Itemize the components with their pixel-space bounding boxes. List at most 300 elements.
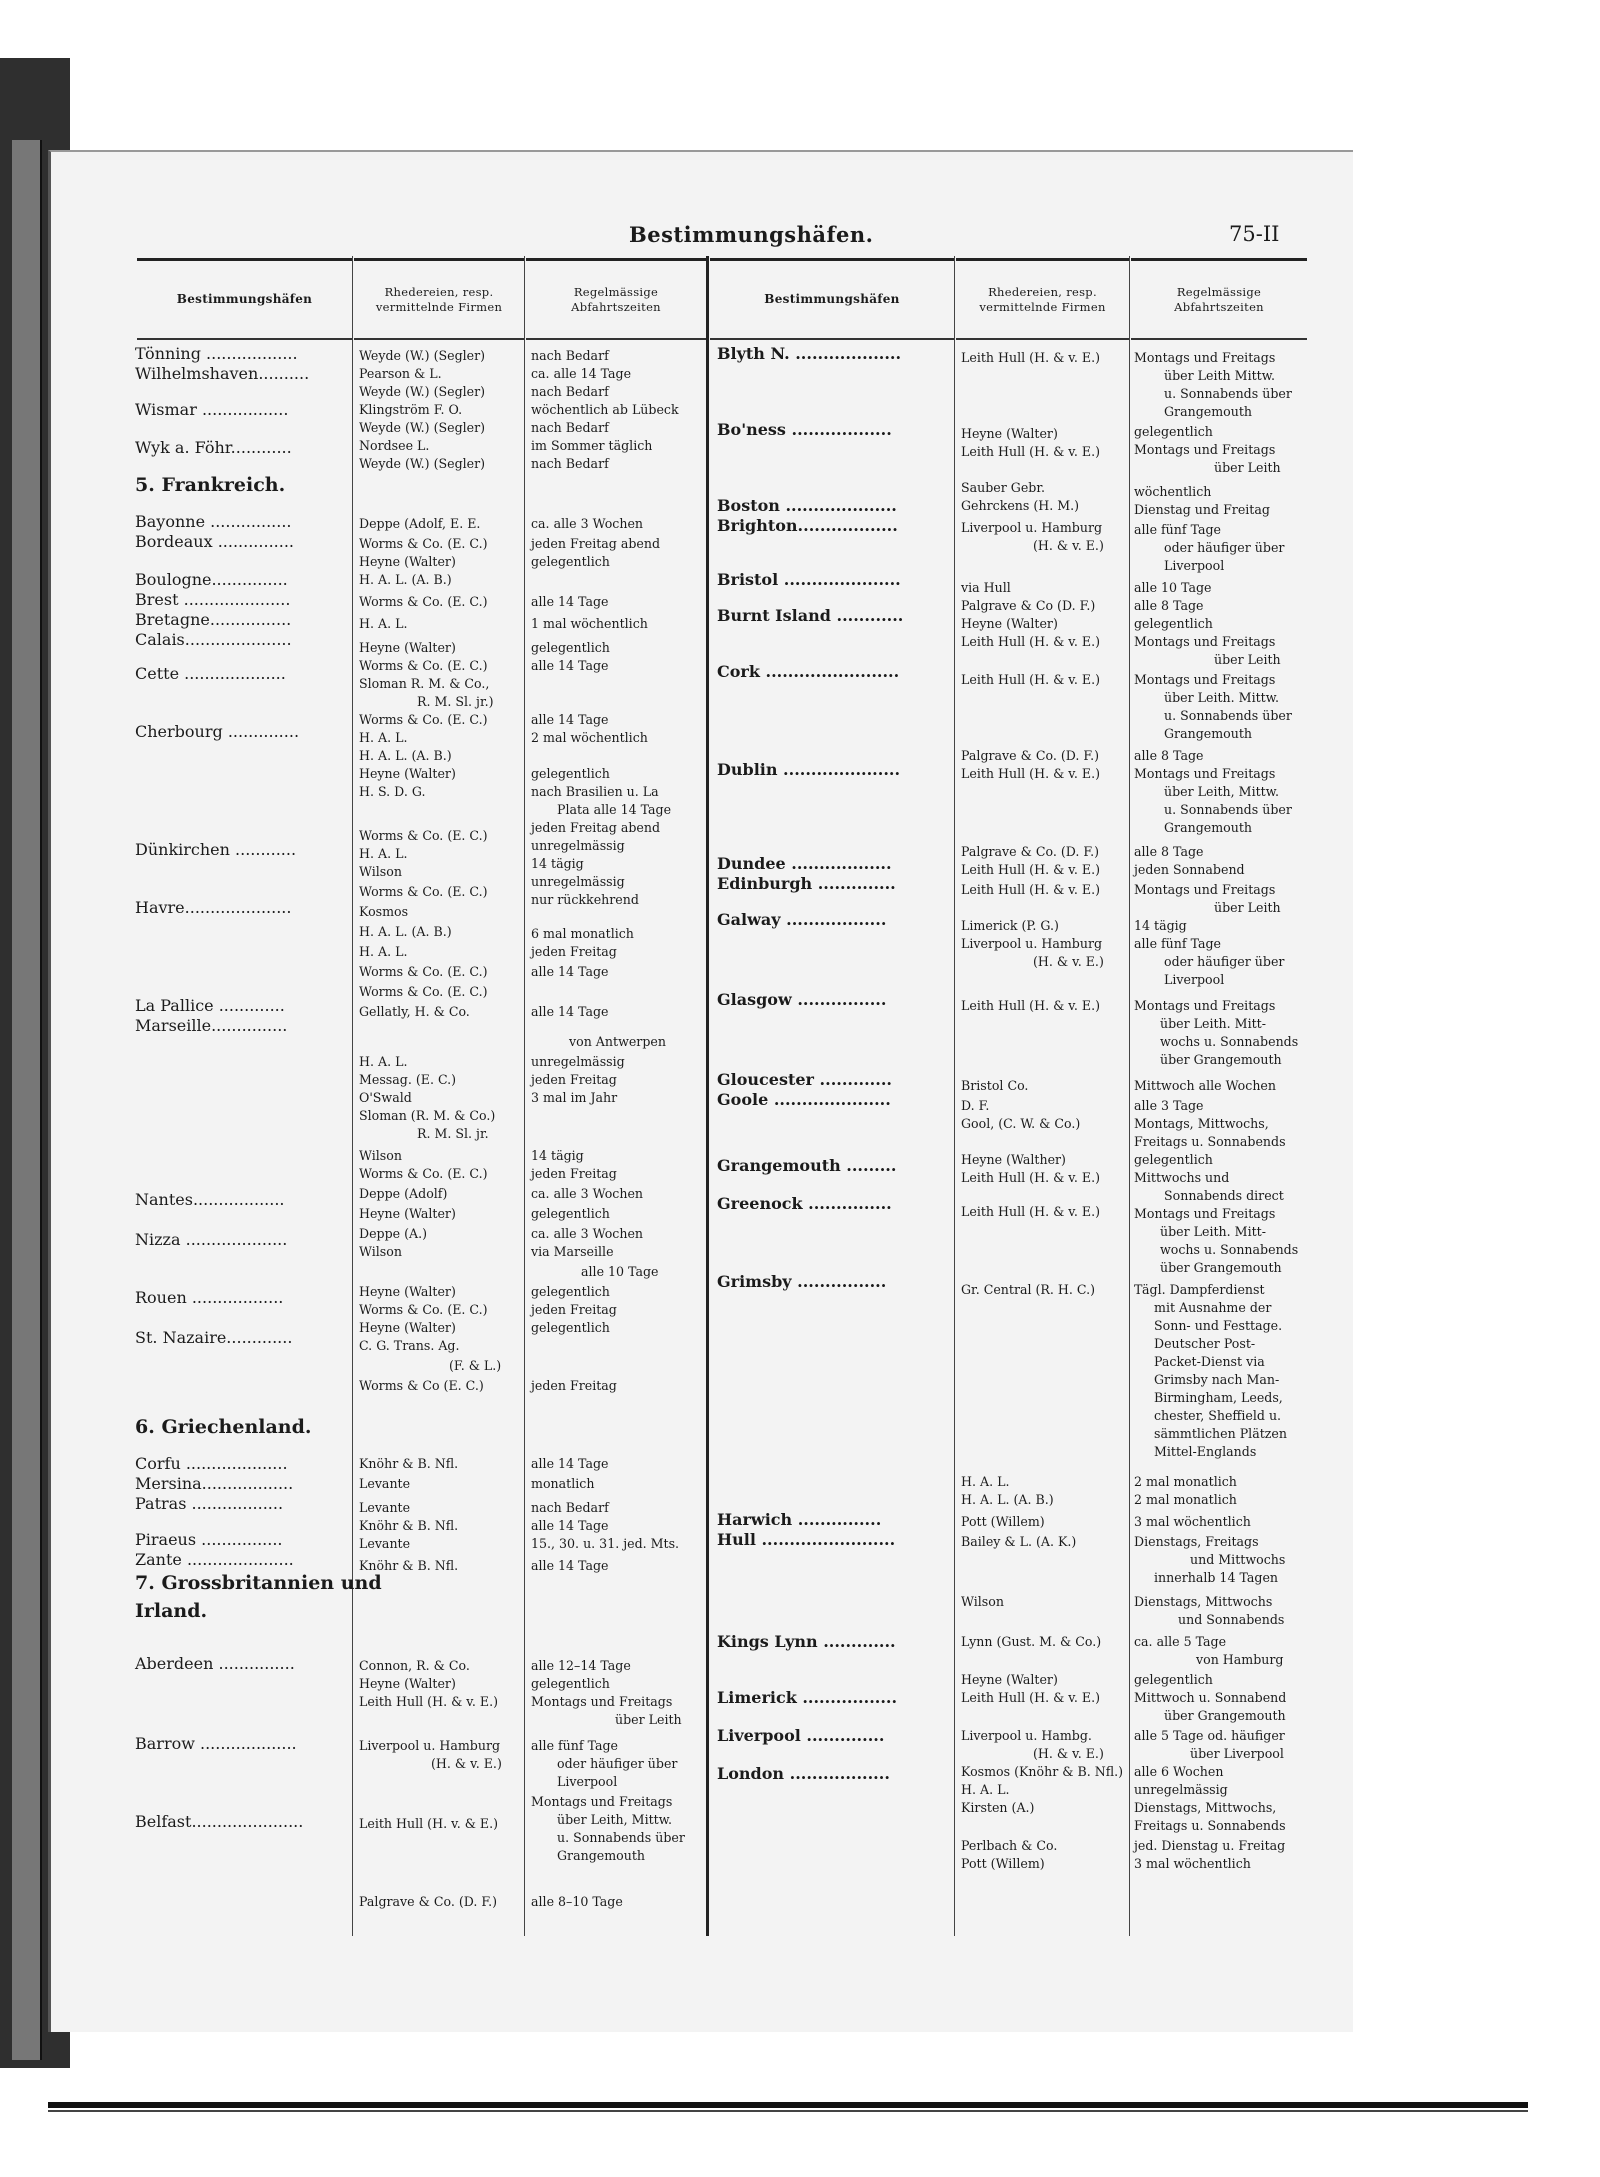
departure-schedule: Montags und Freitags <box>531 1694 673 1709</box>
port-name: Calais..................... <box>135 630 292 649</box>
shipping-firm: Nordsee L. <box>359 438 430 453</box>
port-name: Tönning .................. <box>135 344 298 363</box>
port-name: Dundee .................. <box>717 854 892 873</box>
document-page <box>48 150 1353 2032</box>
departure-schedule: alle 14 Tage <box>531 1558 609 1573</box>
shipping-firm: Kirsten (A.) <box>961 1800 1035 1815</box>
departure-schedule: im Sommer täglich <box>531 438 653 453</box>
departure-schedule: ca. alle 5 Tage <box>1134 1634 1227 1649</box>
shipping-firm: Heyne (Walter) <box>359 1320 456 1335</box>
shipping-firm: Heyne (Walter) <box>359 640 456 655</box>
shipping-firm: Heyne (Walter) <box>359 1284 456 1299</box>
shipping-firm: H. A. L. <box>961 1474 1010 1489</box>
port-name: Mersina.................. <box>135 1474 294 1493</box>
departure-schedule: Montags und Freitags <box>1134 998 1276 1013</box>
column-divider <box>1129 256 1130 1936</box>
shipping-firm: Leith Hull (H. & v. E.) <box>961 882 1101 897</box>
port-name: Grangemouth ......... <box>717 1156 897 1175</box>
shipping-firm: Worms & Co. (E. C.) <box>359 536 488 551</box>
departure-schedule: von Hamburg <box>1196 1652 1284 1667</box>
shipping-firm: Liverpool u. Hamburg <box>359 1738 501 1753</box>
departure-schedule: 14 tägig <box>531 856 584 871</box>
port-name: Zante ..................... <box>135 1550 294 1569</box>
shipping-firm: Limerick (P. G.) <box>961 918 1059 933</box>
shipping-firm: via Hull <box>961 580 1011 595</box>
departure-schedule: über Leith <box>1214 900 1281 915</box>
shipping-firm: Gellatly, H. & Co. <box>359 1004 470 1019</box>
port-name: Grimsby ................ <box>717 1272 887 1291</box>
departure-schedule: alle 14 Tage <box>531 1004 609 1019</box>
departure-schedule: über Grangemouth <box>1160 1052 1282 1067</box>
port-name: Dublin ..................... <box>717 760 901 779</box>
departure-schedule: unregelmässig <box>531 874 625 889</box>
departure-schedule: u. Sonnabends über <box>1164 386 1292 401</box>
port-name: Hull ........................ <box>717 1530 896 1549</box>
departure-schedule: über Leith, Mittw. <box>557 1812 673 1827</box>
shipping-firm: Deppe (Adolf, E. E. <box>359 516 481 531</box>
shipping-firm: Leith Hull (H. v. & E.) <box>359 1816 499 1831</box>
departure-schedule: 2 mal wöchentlich <box>531 730 648 745</box>
departure-schedule: jeden Freitag abend <box>531 536 661 551</box>
departure-schedule: über Leith <box>1214 652 1281 667</box>
shipping-firm: Bailey & L. (A. K.) <box>961 1534 1077 1549</box>
column-divider-main <box>706 256 709 1936</box>
port-name: Brest ..................... <box>135 590 291 609</box>
departure-schedule: gelegentlich <box>531 640 610 655</box>
shipping-firm: Heyne (Walther) <box>961 1152 1066 1167</box>
departure-schedule: 2 mal monatlich <box>1134 1474 1237 1489</box>
shipping-firm: Sauber Gebr. <box>961 480 1045 495</box>
port-name: Cork ........................ <box>717 662 900 681</box>
port-name: Dünkirchen ............ <box>135 840 297 859</box>
port-name: Piraeus ................ <box>135 1530 283 1549</box>
departure-schedule: wöchentlich ab Lübeck <box>531 402 679 417</box>
departure-schedule: Montags und Freitags <box>1134 634 1276 649</box>
departure-schedule: über Grangemouth <box>1160 1260 1282 1275</box>
departure-schedule: alle 14 Tage <box>531 964 609 979</box>
departure-schedule: jeden Freitag <box>531 1378 617 1393</box>
departure-schedule: monatlich <box>531 1476 595 1491</box>
departure-schedule: alle fünf Tage <box>1134 522 1222 537</box>
departure-schedule: über Grangemouth <box>1164 1708 1286 1723</box>
shipping-firm: Levante <box>359 1476 411 1491</box>
departure-schedule: über Liverpool <box>1190 1746 1284 1761</box>
shipping-firm: Levante <box>359 1536 411 1551</box>
departure-schedule: nach Brasilien u. La <box>531 784 659 799</box>
departure-schedule: Grangemouth <box>1164 404 1253 419</box>
shipping-firm: H. A. L. <box>359 944 408 959</box>
departure-schedule: jeden Freitag <box>531 1072 617 1087</box>
departure-schedule: alle 8 Tage <box>1134 748 1204 763</box>
port-name: Blyth N. ................... <box>717 344 902 363</box>
right-ports-header: Bestimmungshäfen <box>710 258 954 340</box>
departure-schedule: Grangemouth <box>1164 820 1253 835</box>
shipping-firm: Gr. Central (R. H. C.) <box>961 1282 1096 1297</box>
port-name: Belfast...................... <box>135 1812 304 1831</box>
port-name: London .................. <box>717 1764 890 1783</box>
port-name: Brighton.................. <box>717 516 898 535</box>
departure-schedule: und Sonnabends <box>1178 1612 1285 1627</box>
shipping-firm: Deppe (A.) <box>359 1226 428 1241</box>
shipping-firm: D. F. <box>961 1098 990 1113</box>
shipping-firm: Kosmos <box>359 904 409 919</box>
departure-schedule: Birmingham, Leeds, <box>1154 1390 1283 1405</box>
column-divider <box>352 256 353 1936</box>
section-heading: 6. Griechenland. <box>135 1416 312 1438</box>
departure-schedule: alle 14 Tage <box>531 1518 609 1533</box>
departure-schedule: alle 10 Tage <box>1134 580 1212 595</box>
departure-schedule: jeden Freitag <box>531 1302 617 1317</box>
departure-schedule: und Mittwochs <box>1190 1552 1286 1567</box>
shipping-firm: (H. & v. E.) <box>431 1756 502 1771</box>
shipping-firm: R. M. Sl. jr. <box>417 1126 489 1141</box>
shipping-firm: Wilson <box>359 1244 402 1259</box>
departure-schedule: gelegentlich <box>531 1676 610 1691</box>
departure-schedule: unregelmässig <box>531 1054 625 1069</box>
departure-schedule: Sonn- und Festtage. <box>1154 1318 1283 1333</box>
shipping-firm: Leith Hull (H. & v. E.) <box>961 672 1101 687</box>
shipping-firm: Gehrckens (H. M.) <box>961 498 1080 513</box>
port-name: Boston .................... <box>717 496 897 515</box>
shipping-firm: Worms & Co. (E. C.) <box>359 1302 488 1317</box>
port-name: Nantes.................. <box>135 1190 285 1209</box>
departure-schedule: chester, Sheffield u. <box>1154 1408 1282 1423</box>
shipping-firm: Pott (Willem) <box>961 1514 1045 1529</box>
departure-schedule: jeden Freitag abend <box>531 820 661 835</box>
departure-schedule: Montags und Freitags <box>1134 1206 1276 1221</box>
departure-schedule: Grimsby nach Man- <box>1154 1372 1280 1387</box>
departure-schedule: Montags und Freitags <box>1134 672 1276 687</box>
shipping-firm: Knöhr & B. Nfl. <box>359 1456 459 1471</box>
shipping-firm: Lynn (Gust. M. & Co.) <box>961 1634 1102 1649</box>
shipping-firm: Worms & Co. (E. C.) <box>359 828 488 843</box>
shipping-firm: Heyne (Walter) <box>359 1206 456 1221</box>
shipping-firm: Liverpool u. Hambg. <box>961 1728 1092 1743</box>
departure-schedule: nur rückkehrend <box>531 892 639 907</box>
shipping-firm: R. M. Sl. jr.) <box>417 694 494 709</box>
departure-schedule: Montags und Freitags <box>1134 442 1276 457</box>
left-firms-header: Rhedereien, resp. vermittelnde Firmen <box>354 258 524 340</box>
shipping-firm: Worms & Co. (E. C.) <box>359 964 488 979</box>
departure-schedule: ca. alle 14 Tage <box>531 366 632 381</box>
page-number: 75-II <box>1229 222 1280 246</box>
departure-schedule: jeden Freitag <box>531 1166 617 1181</box>
departure-schedule: von Antwerpen <box>569 1034 666 1049</box>
departure-schedule: oder häufiger über <box>557 1756 678 1771</box>
shipping-firm: Weyde (W.) (Segler) <box>359 384 486 399</box>
port-name: Havre..................... <box>135 898 292 917</box>
departure-schedule: Montags und Freitags <box>1134 350 1276 365</box>
shipping-firm: Kosmos (Knöhr & B. Nfl.) <box>961 1764 1124 1779</box>
section-heading: Irland. <box>135 1600 208 1622</box>
departure-schedule: Mittwoch alle Wochen <box>1134 1078 1276 1093</box>
port-name: St. Nazaire............. <box>135 1328 293 1347</box>
departure-schedule: wochs u. Sonnabends <box>1160 1034 1299 1049</box>
shipping-firm: H. A. L. <box>359 730 408 745</box>
departure-schedule: alle 8 Tage <box>1134 844 1204 859</box>
shipping-firm: H. A. L. <box>359 846 408 861</box>
departure-schedule: über Leith Mittw. <box>1164 368 1276 383</box>
departure-schedule: gelegentlich <box>531 554 610 569</box>
departure-schedule: Plata alle 14 Tage <box>557 802 672 817</box>
shipping-firm: (F. & L.) <box>449 1358 502 1373</box>
port-name: Bayonne ................ <box>135 512 292 531</box>
port-name: Liverpool .............. <box>717 1726 885 1745</box>
departure-schedule: 6 mal monatlich <box>531 926 634 941</box>
departure-schedule: 1 mal wöchentlich <box>531 616 648 631</box>
shipping-firm: Leith Hull (H. & v. E.) <box>961 862 1101 877</box>
departure-schedule: 3 mal wöchentlich <box>1134 1856 1251 1871</box>
departure-schedule: 15., 30. u. 31. jed. Mts. <box>531 1536 680 1551</box>
shipping-firm: H. A. L. <box>961 1782 1010 1797</box>
departure-schedule: u. Sonnabends über <box>557 1830 685 1845</box>
left-ports-header: Bestimmungshäfen <box>137 258 352 340</box>
departure-schedule: gelegentlich <box>1134 616 1213 631</box>
departure-schedule: Dienstags, Freitags <box>1134 1534 1259 1549</box>
port-name: Goole ..................... <box>717 1090 891 1109</box>
shipping-firm: Weyde (W.) (Segler) <box>359 420 486 435</box>
departure-schedule: Dienstag und Freitag <box>1134 502 1270 517</box>
shipping-firm: Heyne (Walter) <box>359 554 456 569</box>
departure-schedule: ca. alle 3 Wochen <box>531 1226 644 1241</box>
departure-schedule: über Leith <box>615 1712 682 1727</box>
departure-schedule: alle 12–14 Tage <box>531 1658 631 1673</box>
departure-schedule: alle 14 Tage <box>531 658 609 673</box>
departure-schedule: jeden Sonnabend <box>1134 862 1245 877</box>
departure-schedule: alle 6 Wochen <box>1134 1764 1224 1779</box>
departure-schedule: alle fünf Tage <box>1134 936 1222 951</box>
shipping-firm: (H. & v. E.) <box>1033 954 1104 969</box>
departure-schedule: nach Bedarf <box>531 384 609 399</box>
shipping-firm: Leith Hull (H. & v. E.) <box>961 444 1101 459</box>
shipping-firm: O'Swald <box>359 1090 412 1105</box>
column-divider <box>954 256 955 1936</box>
shipping-firm: Knöhr & B. Nfl. <box>359 1518 459 1533</box>
port-name: Aberdeen ............... <box>135 1654 295 1673</box>
shipping-firm: Sloman R. M. & Co., <box>359 676 490 691</box>
departure-schedule: unregelmässig <box>1134 1782 1228 1797</box>
port-name: Bristol ..................... <box>717 570 901 589</box>
departure-schedule: Mittwochs und <box>1134 1170 1230 1185</box>
port-name: Nizza .................... <box>135 1230 288 1249</box>
departure-schedule: nach Bedarf <box>531 456 609 471</box>
departure-schedule: gelegentlich <box>531 1284 610 1299</box>
departure-schedule: alle 10 Tage <box>581 1264 659 1279</box>
port-name: Bo'ness .................. <box>717 420 892 439</box>
shipping-firm: Worms & Co. (E. C.) <box>359 984 488 999</box>
port-name: Greenock ............... <box>717 1194 892 1213</box>
scan-bottom-edge <box>48 2102 1528 2108</box>
departure-schedule: Grangemouth <box>1164 726 1253 741</box>
shipping-firm: Wilson <box>359 864 402 879</box>
departure-schedule: Liverpool <box>1164 972 1225 987</box>
port-name: Limerick ................. <box>717 1688 898 1707</box>
departure-schedule: gelegentlich <box>531 766 610 781</box>
departure-schedule: Montags und Freitags <box>1134 766 1276 781</box>
departure-schedule: gelegentlich <box>1134 424 1213 439</box>
shipping-firm: Weyde (W.) (Segler) <box>359 456 486 471</box>
port-name: Bordeaux ............... <box>135 532 294 551</box>
departure-schedule: alle 5 Tage od. häufiger <box>1134 1728 1285 1743</box>
shipping-firm: Palgrave & Co. (D. F.) <box>961 748 1100 763</box>
shipping-firm: Pott (Willem) <box>961 1856 1045 1871</box>
departure-schedule: Liverpool <box>1164 558 1225 573</box>
departure-schedule: mit Ausnahme der <box>1154 1300 1272 1315</box>
shipping-firm: Worms & Co. (E. C.) <box>359 884 488 899</box>
shipping-firm: H. A. L. <box>359 616 408 631</box>
shipping-firm: Levante <box>359 1500 411 1515</box>
shipping-firm: Palgrave & Co (D. F.) <box>961 598 1096 613</box>
port-name: Kings Lynn ............. <box>717 1632 896 1651</box>
departure-schedule: Montags, Mittwochs, <box>1134 1116 1269 1131</box>
scan-binding-edge <box>12 140 42 2060</box>
shipping-firm: Heyne (Walter) <box>961 1672 1058 1687</box>
shipping-firm: Worms & Co. (E. C.) <box>359 594 488 609</box>
port-name: Galway .................. <box>717 910 887 929</box>
shipping-firm: Worms & Co. (E. C.) <box>359 712 488 727</box>
departure-schedule: über Leith. Mittw. <box>1164 690 1280 705</box>
departure-schedule: 2 mal monatlich <box>1134 1492 1237 1507</box>
port-name: Cette .................... <box>135 664 286 683</box>
port-name: Boulogne............... <box>135 570 288 589</box>
column-divider <box>524 256 525 1936</box>
shipping-firm: Connon, R. & Co. <box>359 1658 470 1673</box>
shipping-firm: Leith Hull (H. & v. E.) <box>961 766 1101 781</box>
shipping-firm: H. A. L. <box>359 1054 408 1069</box>
shipping-firm: H. A. L. (A. B.) <box>961 1492 1054 1507</box>
shipping-firm: Messag. (E. C.) <box>359 1072 457 1087</box>
departure-schedule: 14 tägig <box>1134 918 1187 933</box>
section-heading: 5. Frankreich. <box>135 474 286 496</box>
departure-schedule: alle 3 Tage <box>1134 1098 1204 1113</box>
departure-schedule: Mittel-Englands <box>1154 1444 1257 1459</box>
departure-schedule: jed. Dienstag u. Freitag <box>1134 1838 1286 1853</box>
right-firms-header: Rhedereien, resp. vermittelnde Firmen <box>956 258 1129 340</box>
departure-schedule: u. Sonnabends über <box>1164 802 1292 817</box>
departure-schedule: nach Bedarf <box>531 1500 609 1515</box>
shipping-firm: C. G. Trans. Ag. <box>359 1338 460 1353</box>
departure-schedule: Dienstags, Mittwochs <box>1134 1594 1273 1609</box>
port-name: La Pallice ............. <box>135 996 285 1015</box>
departure-schedule: alle fünf Tage <box>531 1738 619 1753</box>
page-title: Bestimmungshäfen. <box>629 222 874 247</box>
departure-schedule: unregelmässig <box>531 838 625 853</box>
departure-schedule: alle 14 Tage <box>531 594 609 609</box>
shipping-firm: Liverpool u. Hamburg <box>961 520 1103 535</box>
shipping-firm: Worms & Co. (E. C.) <box>359 658 488 673</box>
port-name: Wyk a. Föhr............ <box>135 438 292 457</box>
port-name: Harwich ............... <box>717 1510 882 1529</box>
shipping-firm: Wilson <box>961 1594 1004 1609</box>
shipping-firm: H. S. D. G. <box>359 784 426 799</box>
port-name: Wismar ................. <box>135 400 289 419</box>
departure-schedule: nach Bedarf <box>531 420 609 435</box>
shipping-firm: Leith Hull (H. & v. E.) <box>359 1694 499 1709</box>
shipping-firm: Perlbach & Co. <box>961 1838 1058 1853</box>
departure-schedule: 3 mal im Jahr <box>531 1090 618 1105</box>
departure-schedule: alle 14 Tage <box>531 712 609 727</box>
departure-schedule: alle 8–10 Tage <box>531 1894 623 1909</box>
port-name: Patras .................. <box>135 1494 284 1513</box>
shipping-firm: H. A. L. (A. B.) <box>359 748 452 763</box>
departure-schedule: sämmtlichen Plätzen <box>1154 1426 1287 1441</box>
departure-schedule: über Leith, Mittw. <box>1164 784 1280 799</box>
departure-schedule: u. Sonnabends über <box>1164 708 1292 723</box>
port-name: Glasgow ................ <box>717 990 887 1009</box>
departure-schedule: oder häufiger über <box>1164 954 1285 969</box>
departure-schedule: über Leith. Mitt- <box>1160 1224 1266 1239</box>
departure-schedule: Grangemouth <box>557 1848 646 1863</box>
departure-schedule: ca. alle 3 Wochen <box>531 516 644 531</box>
shipping-firm: Heyne (Walter) <box>961 426 1058 441</box>
departure-schedule: ca. alle 3 Wochen <box>531 1186 644 1201</box>
shipping-firm: Leith Hull (H. & v. E.) <box>961 634 1101 649</box>
port-name: Corfu .................... <box>135 1454 288 1473</box>
departure-schedule: Freitags u. Sonnabends <box>1134 1134 1286 1149</box>
shipping-firm: Worms & Co. (E. C.) <box>359 1166 488 1181</box>
right-times-header: Regelmässige Abfahrtszeiten <box>1131 258 1307 340</box>
shipping-firm: Worms & Co (E. C.) <box>359 1378 484 1393</box>
departure-schedule: alle 14 Tage <box>531 1456 609 1471</box>
port-name: Cherbourg .............. <box>135 722 300 741</box>
port-name: Burnt Island ............ <box>717 606 904 625</box>
shipping-firm: Heyne (Walter) <box>359 1676 456 1691</box>
shipping-firm: (H. & v. E.) <box>1033 1746 1104 1761</box>
port-name: Rouen .................. <box>135 1288 284 1307</box>
departure-schedule: wochs u. Sonnabends <box>1160 1242 1299 1257</box>
left-times-header: Regelmässige Abfahrtszeiten <box>526 258 706 340</box>
shipping-firm: Leith Hull (H. & v. E.) <box>961 998 1101 1013</box>
port-name: Edinburgh .............. <box>717 874 896 893</box>
port-name: Barrow ................... <box>135 1734 297 1753</box>
departure-schedule: via Marseille <box>531 1244 614 1259</box>
departure-schedule: Montags und Freitags <box>531 1794 673 1809</box>
shipping-firm: Wilson <box>359 1148 402 1163</box>
shipping-firm: Weyde (W.) (Segler) <box>359 348 486 363</box>
shipping-firm: Pearson & L. <box>359 366 442 381</box>
shipping-firm: H. A. L. (A. B.) <box>359 572 452 587</box>
shipping-firm: Palgrave & Co. (D. F.) <box>359 1894 498 1909</box>
departure-schedule: oder häufiger über <box>1164 540 1285 555</box>
shipping-firm: Leith Hull (H. & v. E.) <box>961 350 1101 365</box>
departure-schedule: wöchentlich <box>1134 484 1212 499</box>
departure-schedule: 3 mal wöchentlich <box>1134 1514 1251 1529</box>
port-name: Marseille............... <box>135 1016 288 1035</box>
departure-schedule: Montags und Freitags <box>1134 882 1276 897</box>
departure-schedule: alle 8 Tage <box>1134 598 1204 613</box>
departure-schedule: Freitags u. Sonnabends <box>1134 1818 1286 1833</box>
departure-schedule: Sonnabends direct <box>1164 1188 1284 1203</box>
departure-schedule: über Leith. Mitt- <box>1160 1016 1266 1031</box>
departure-schedule: Deutscher Post- <box>1154 1336 1256 1351</box>
shipping-firm: Leith Hull (H. & v. E.) <box>961 1170 1101 1185</box>
departure-schedule: gelegentlich <box>1134 1672 1213 1687</box>
departure-schedule: gelegentlich <box>531 1320 610 1335</box>
shipping-firm: Liverpool u. Hamburg <box>961 936 1103 951</box>
departure-schedule: innerhalb 14 Tagen <box>1154 1570 1279 1585</box>
shipping-firm: H. A. L. (A. B.) <box>359 924 452 939</box>
shipping-firm: Deppe (Adolf) <box>359 1186 448 1201</box>
shipping-firm: Klingström F. O. <box>359 402 463 417</box>
departure-schedule: Liverpool <box>557 1774 618 1789</box>
shipping-firm: (H. & v. E.) <box>1033 538 1104 553</box>
shipping-firm: Heyne (Walter) <box>359 766 456 781</box>
shipping-firm: Palgrave & Co. (D. F.) <box>961 844 1100 859</box>
port-name: Gloucester ............. <box>717 1070 892 1089</box>
section-heading: 7. Grossbritannien und <box>135 1572 382 1594</box>
shipping-firm: Leith Hull (H. & v. E.) <box>961 1690 1101 1705</box>
departure-schedule: Tägl. Dampferdienst <box>1134 1282 1265 1297</box>
